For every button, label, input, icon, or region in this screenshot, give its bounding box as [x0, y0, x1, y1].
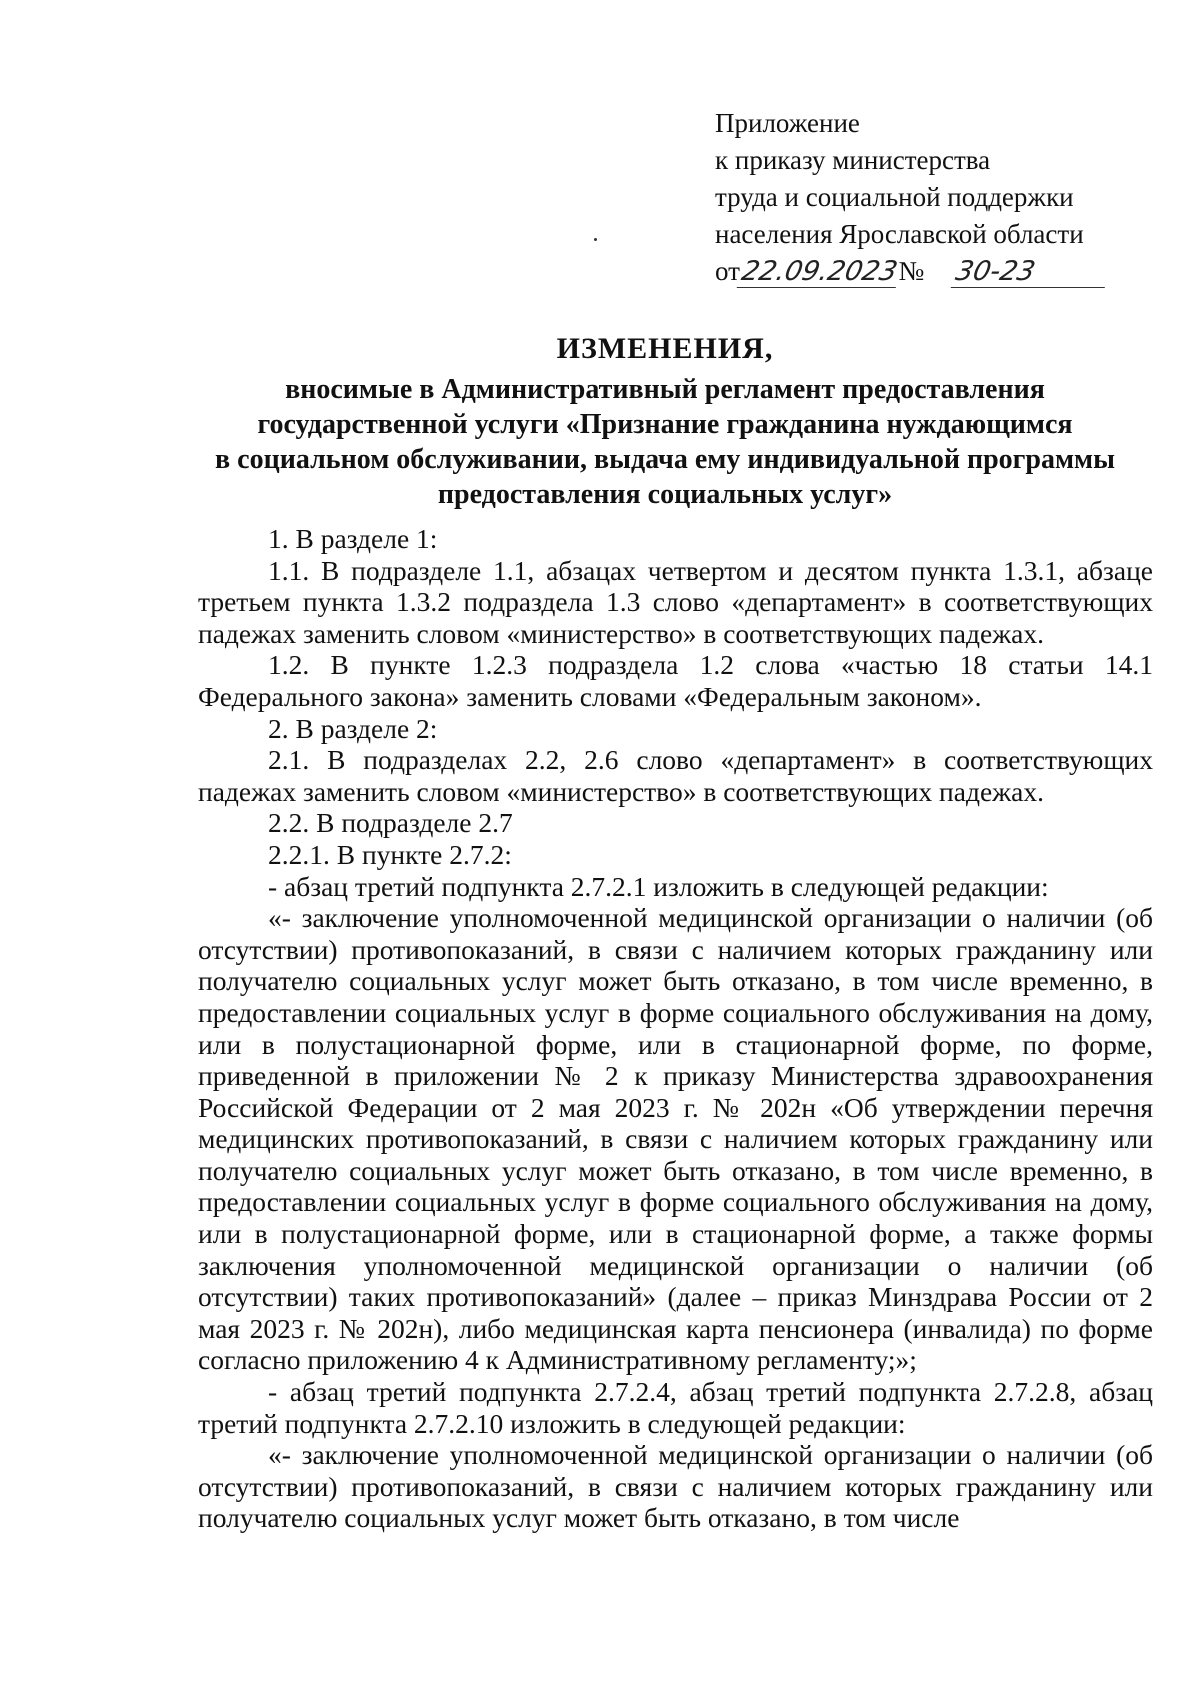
number-label: № [898, 256, 925, 286]
handwritten-date: 22.09.2023 [737, 257, 902, 288]
paragraph-2-2: 2.2. В подразделе 2.7 [268, 807, 513, 839]
scan-speck [594, 238, 597, 241]
paragraph-dash-1: - абзац третий подпункта 2.7.2.1 изложить в следующей редакции: [268, 870, 1049, 902]
title-line-3: в социальном обслуживании, выдача ему индивидуальной программы [215, 444, 1115, 475]
paragraph-quote-1: «- заключение уполномоченной медицинской организации о наличии (об отсутствии) противопоказаний, в связи с наличием которых гражданину или получателю социальных услуг может быть отказано, в том числе временно, в предоставлении социальных услуг в форме социального обслуживания на дому, или в полустационарной форме, или в стационарной форме, по форме, приведенной в приложении № 2 к приказу Министерства здравоохранения Российской Федерации от 2 мая 2023 г. № 202н «Об утверждении перечня медицинских противопоказаний, в связи с наличием которых гражданину или получателю социальных услуг может быть отказано, в том числе временно, в предоставлении социальных услуг в форме социального обслуживания на дому, или в полустационарной форме, или в стационарной форме, а также формы заключения уполномоченной медицинской организации о наличии (об отсутствии) таких противопоказаний» (далее – приказ Минздрава России от 2 мая 2023 г. № 202н), либо медицинская карта пенсионера (инвалида) по форме согласно приложению 4 к Административному регламенту;»; [198, 902, 1153, 1376]
attachment-line-1: Приложение [715, 108, 860, 138]
paragraph-1-1: 1.1. В подразделе 1.1, абзацах четвертом и десятом пункта 1.3.1, абзаце третьем пункта 1.3.2 подраздела 1.3 слово «департамент» в соответствующих падежах заменить словом «министерство» в соответствующих падежах. [198, 554, 1153, 649]
from-label: от [715, 256, 740, 286]
paragraph-2-2-1: 2.2.1. В пункте 2.7.2: [268, 838, 512, 870]
title-line-1: вносимые в Административный регламент предоставления [285, 374, 1045, 405]
title-main: ИЗМЕНЕНИЯ, [556, 332, 774, 365]
paragraph-2-1: 2.1. В подразделах 2.2, 2.6 слово «департамент» в соответствующих падежах заменить словом «министерство» в соответствующих падежах. [198, 744, 1153, 807]
document-body [198, 523, 1153, 1534]
paragraph-dash-2: - абзац третий подпункта 2.7.2.4, абзац третий подпункта 2.7.2.8, абзац третий подпункта 2.7.2.10 изложить в следующей редакции: [198, 1376, 1153, 1439]
paragraph-1-2: 1.2. В пункте 1.2.3 подраздела 1.2 слова «частью 18 статьи 14.1 Федерального закона» заменить словами «Федеральным законом». [198, 649, 1153, 712]
attachment-line-4: населения Ярославской области [715, 219, 1084, 249]
paragraph-2: 2. В разделе 2: [268, 712, 438, 744]
order-date-number-line [715, 253, 1135, 290]
attachment-line-3: труда и социальной поддержки [715, 182, 1074, 212]
document-title [150, 330, 1180, 512]
title-line-2: государственной услуги «Признание гражданина нуждающимся [257, 409, 1073, 440]
handwritten-number: 30-23 [951, 257, 1112, 288]
attachment-header [715, 105, 1135, 290]
paragraph-quote-2: «- заключение уполномоченной медицинской организации о наличии (об отсутствии) противопоказаний, в связи с наличием которых гражданину или получателю социальных услуг может быть отказано, в том числе [198, 1439, 1153, 1534]
attachment-line-2: к приказу министерства [715, 145, 991, 175]
title-line-4: предоставления социальных услуг» [437, 479, 893, 510]
paragraph-1: 1. В разделе 1: [268, 523, 438, 554]
